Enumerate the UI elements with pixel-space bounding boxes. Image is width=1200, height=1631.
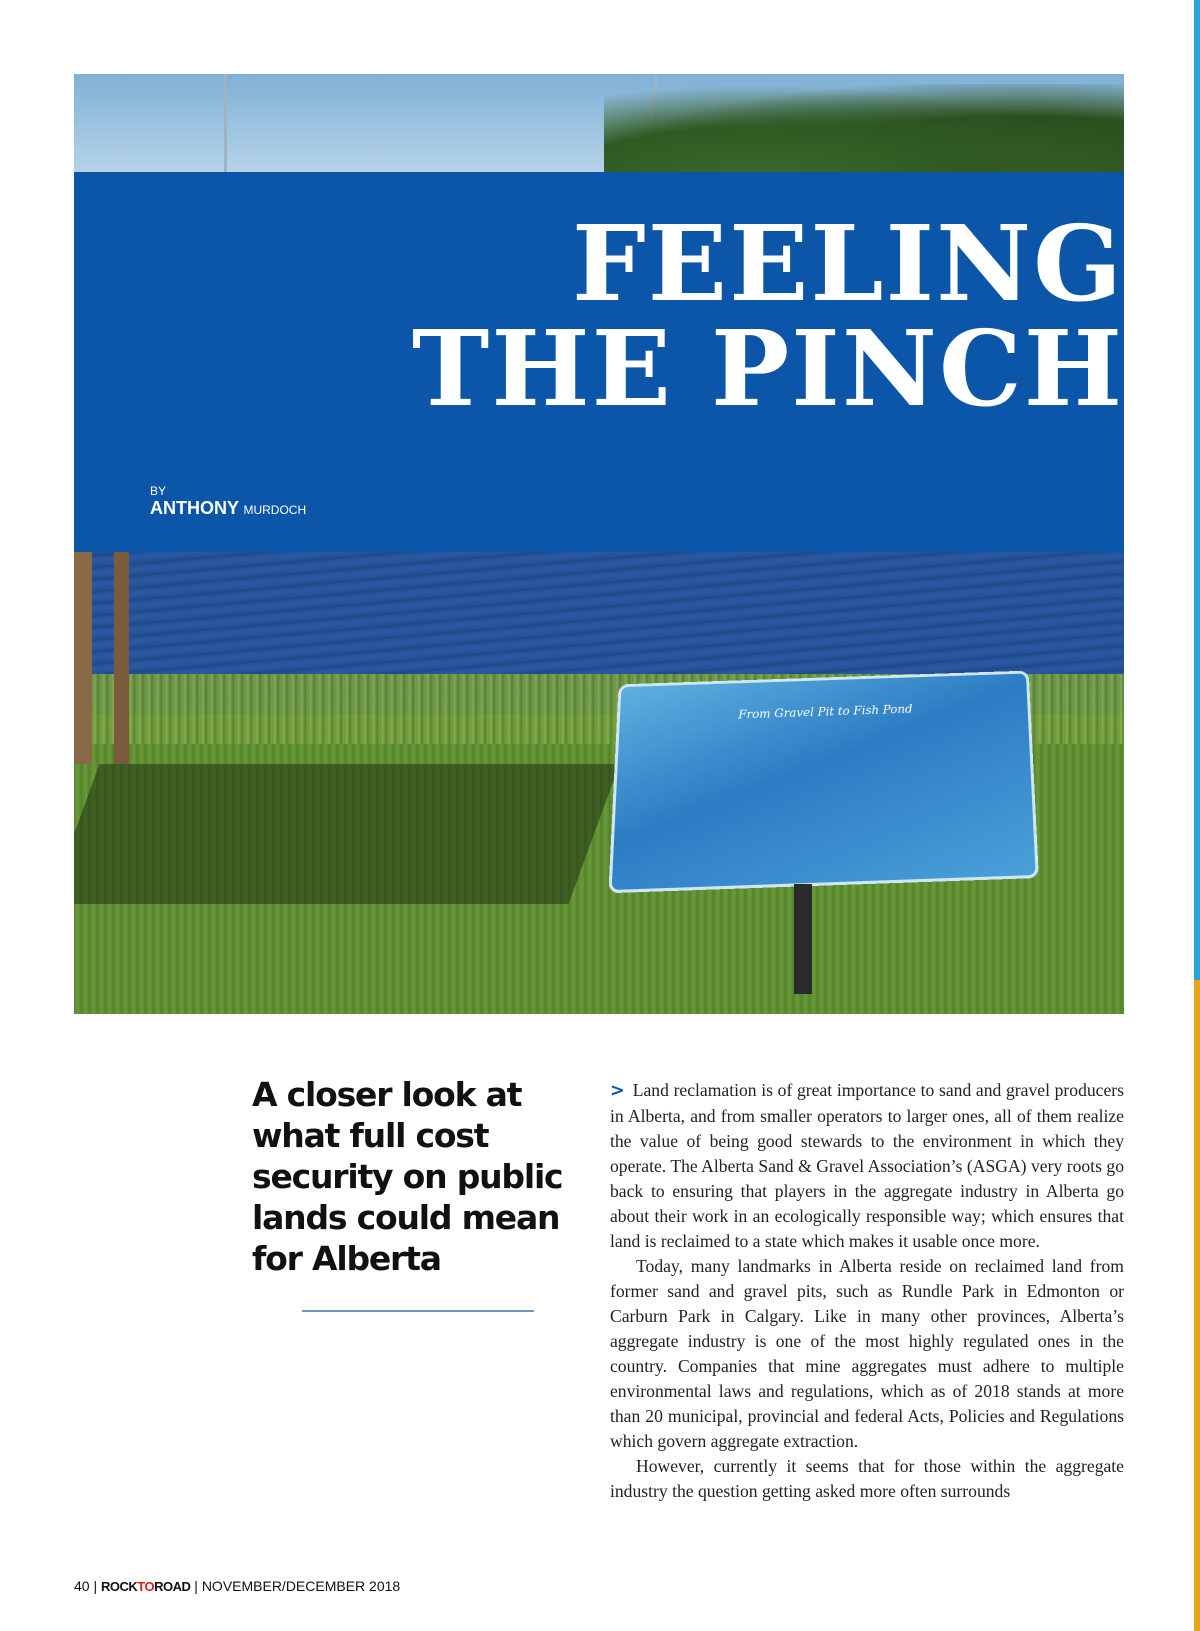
magazine-logo xyxy=(101,1579,190,1594)
edge-strip-gold xyxy=(1194,980,1200,1631)
sign-title: From Gravel Pit to Fish Pond xyxy=(738,702,913,722)
article-body xyxy=(610,1078,1124,1504)
author-first-name: ANTHONY xyxy=(150,498,239,518)
title-band xyxy=(74,172,1124,552)
footer-separator: | xyxy=(93,1578,98,1594)
byline-by: BY xyxy=(150,484,167,498)
article-deck: A closer look at what full cost security on public lands could mean for Alberta xyxy=(252,1075,563,1278)
body-paragraph xyxy=(610,1078,1124,1254)
author-last-name: MURDOCH xyxy=(243,503,307,517)
body-paragraph: However, currently it seems that for those within the aggregate industry the question getting asked more often surrounds xyxy=(610,1456,1124,1501)
sign-post xyxy=(794,884,812,994)
article-title-line-1: FEELING xyxy=(571,202,1124,325)
interpretive-sign xyxy=(608,671,1038,894)
logo-to: TO xyxy=(137,1579,155,1594)
page-number: 40 xyxy=(74,1578,90,1594)
deck-divider xyxy=(302,1310,534,1312)
edge-strip-blue xyxy=(1194,0,1200,980)
photo-wooden-deck xyxy=(74,544,164,764)
footer-separator: | xyxy=(194,1578,198,1594)
photo-shadow xyxy=(74,764,619,904)
article-title-line-2: THE PINCH xyxy=(411,307,1124,430)
arrow-icon: > xyxy=(610,1081,625,1101)
logo-road: ROAD xyxy=(154,1579,191,1594)
page-footer xyxy=(74,1578,400,1594)
paragraph-text: Land reclamation is of great importance to sand and gravel producers in Alberta, and from smaller operators to larger ones, all of them realize the value of being good stewards to the environment in which they operate. The Alberta Sand & Gravel Association’s (ASGA) very roots go back to ensuring that players in the aggregate industry in Alberta go about their work in an ecologically responsible way; which ensures that land is reclaimed to a state which makes it usable once more. xyxy=(610,1080,1124,1251)
logo-rock: ROCK xyxy=(101,1579,138,1594)
body-paragraph: Today, many landmarks in Alberta reside on reclaimed land from former sand and gravel pits, such as Rundle Park in Edmonton or Carburn Park in Calgary. Like in many other provinces, Alberta’s aggregate industry is one of the most highly regulated ones in the country. Companies that mine aggregates must adhere to multiple environmental laws and regulations, which as of 2018 stands at more than 20 municipal, provincial and federal Acts, Policies and Regulations which govern aggregate extraction. xyxy=(610,1256,1124,1451)
issue-date: NOVEMBER/DECEMBER 2018 xyxy=(201,1578,401,1594)
power-pylon xyxy=(224,74,227,174)
byline xyxy=(150,484,306,519)
photo-treeline xyxy=(604,84,1124,184)
